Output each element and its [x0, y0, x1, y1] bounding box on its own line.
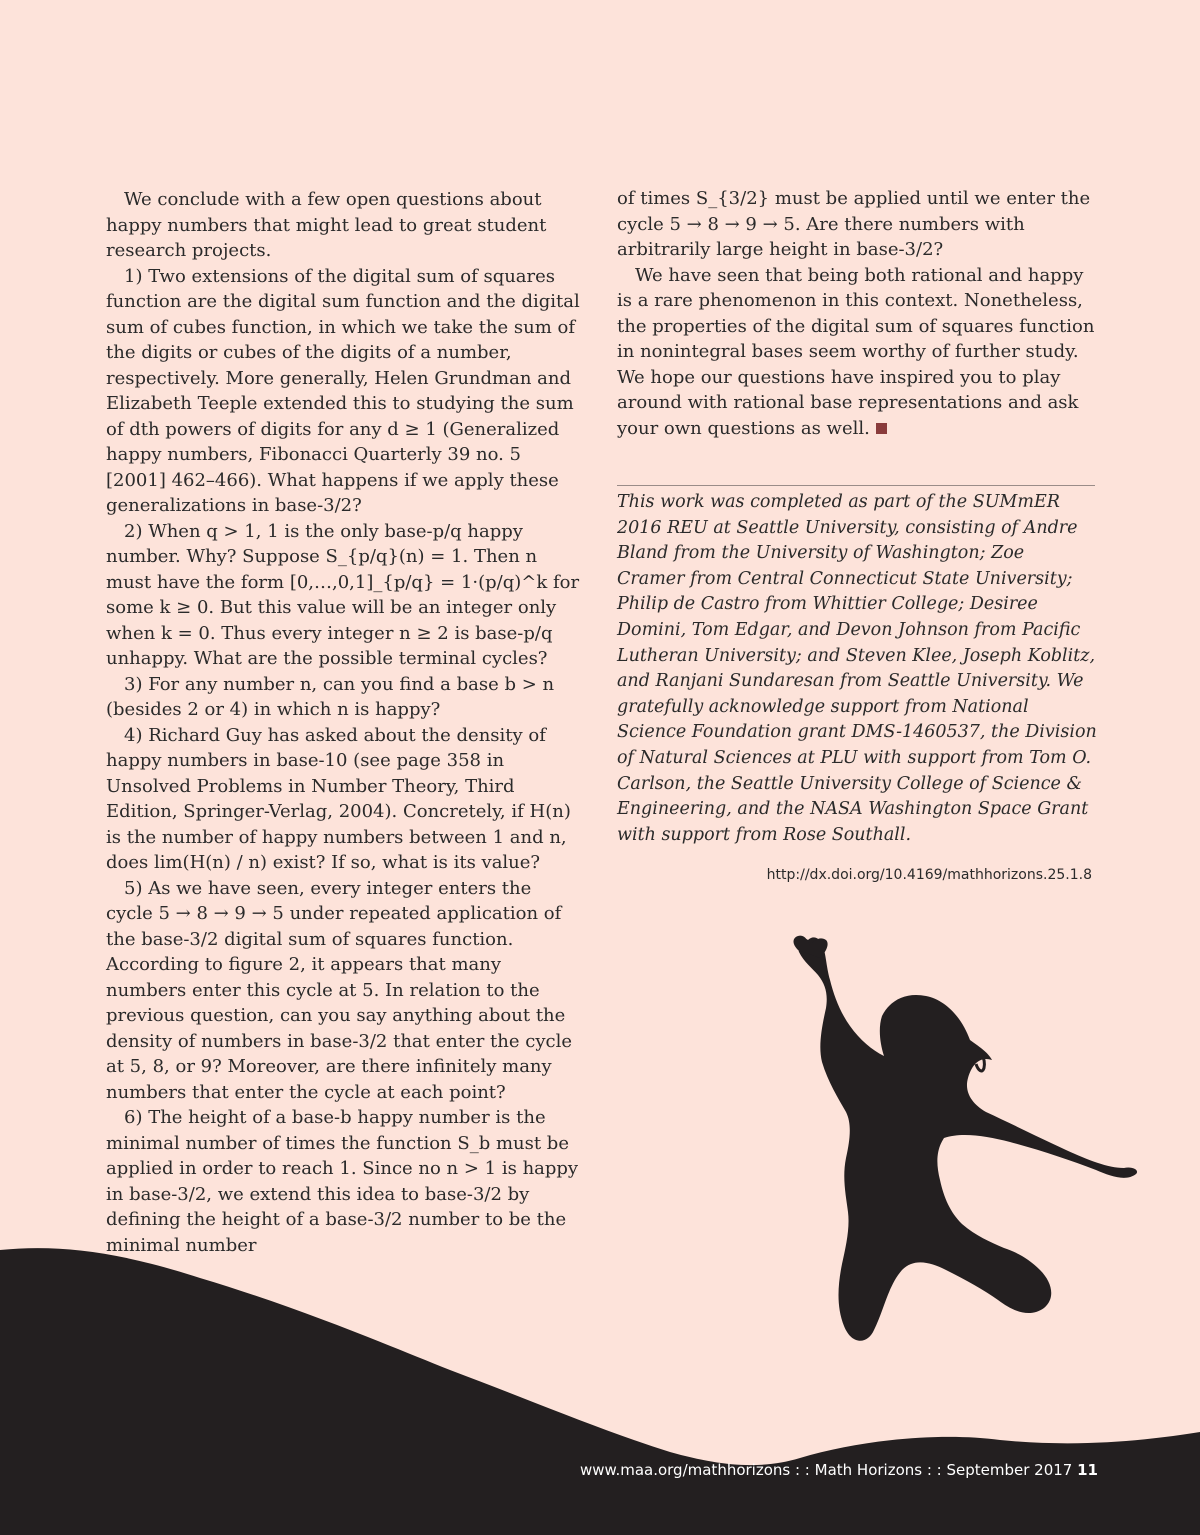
question-6-paragraph: 6) The height of a base-b happy number is the minimal number of times the function S_b must be applied in order to reach 1. Since no n > 1 is happy in base-3/2, we extend this idea to base-3/2 by defining the height of a base-3/2 number to be the minimal number: [106, 1107, 579, 1256]
page-number: 11: [1077, 1461, 1098, 1479]
question-2-paragraph: 2) When q > 1, 1 is the only base-p/q happy number. Why? Suppose S_{p/q}(n) = 1. Then n must have the form [0,…,0,1]_{p/q} = 1·(p/q)^k for some k ≥ 0. But this value will be an integer only when k = 0. Thus every integer n ≥ 2 is base-p/q unhappy. What are the possible terminal cycles?: [106, 520, 580, 669]
right-text-column: [617, 186, 1095, 441]
end-of-article-mark: [876, 423, 887, 434]
page-footer: [560, 1461, 1098, 1479]
closing-paragraph-text: We have seen that being both rational and happy is a rare phenomenon in this context. Nonetheless, the properties of the digital sum of squares function in nonintegral bases seem worthy of further study. We hope our questions have inspired you to play around with rational base representations and ask your own questions as well.: [617, 264, 1095, 439]
left-text-column: [106, 187, 582, 1258]
question-6-continued-paragraph: of times S_{3/2} must be applied until we enter the cycle 5 → 8 → 9 → 5. Are there numbers with arbitrarily large height in base-3/2?: [617, 188, 1091, 260]
question-1-paragraph: 1) Two extensions of the digital sum of squares function are the digital sum function and the digital sum of cubes function, in which we take the sum of the digits or cubes of the digits of a number, respectively. More generally, Helen Grundman and Elizabeth Teeple extended this to studying the sum of dth powers of digits for any d ≥ 1 (Generalized happy numbers, Fibonacci Quarterly 39 no. 5 [2001] 462–466). What happens if we apply these generalizations in base-3/2?: [106, 265, 580, 516]
doi-link[interactable]: http://dx.doi.org/10.4169/mathhorizons.25.1.8: [766, 867, 1092, 883]
acknowledgment-note: This work was completed as part of the SUMmER 2016 REU at Seattle University, consisting of Andre Bland from the University of Washington; Zoe Cramer from Central Connecticut State University; Philip de Castro from Whittier College; Desiree Domini, Tom Edgar, and Devon Johnson from Pacific Lutheran University; and Steven Klee, Joseph Koblitz, and Ranjani Sundaresan from Seattle University. We gratefully acknowledge support from National Science Foundation grant DMS-1460537, the Division of Natural Sciences at PLU with support from Tom O. Carlson, the Seattle University College of Science & Engineering, and the NASA Washington Space Grant with support from Rose Southall.: [617, 492, 1097, 845]
jumping-person-silhouette: [798, 937, 1137, 1340]
question-4-paragraph: 4) Richard Guy has asked about the density of happy numbers in base-10 (see page 358 in Unsolved Problems in Number Theory, Third Edition, Springer-Verlag, 2004). Concretely, if H(n) is the number of happy numbers between 1 and n, does lim(H(n) / n) exist? If so, what is its value?: [106, 724, 571, 873]
divider-rule: [617, 485, 1095, 486]
footer-text: www.maa.org/mathhorizons : : Math Horizons : : September 2017: [580, 1461, 1073, 1479]
closing-paragraph: [617, 263, 1095, 442]
question-5-paragraph: 5) As we have seen, every integer enters the cycle 5 → 8 → 9 → 5 under repeated application of the base-3/2 digital sum of squares function. According to figure 2, it appears that many numbers enter this cycle at 5. In relation to the previous question, can you say anything about the density of numbers in base-3/2 that enter the cycle at 5, 8, or 9? Moreover, are there infinitely many numbers that enter the cycle at each point?: [106, 877, 572, 1103]
intro-paragraph: We conclude with a few open questions about happy numbers that might lead to great student research projects.: [106, 189, 547, 261]
question-3-paragraph: 3) For any number n, can you find a base b > n (besides 2 or 4) in which n is happy?: [106, 673, 555, 720]
